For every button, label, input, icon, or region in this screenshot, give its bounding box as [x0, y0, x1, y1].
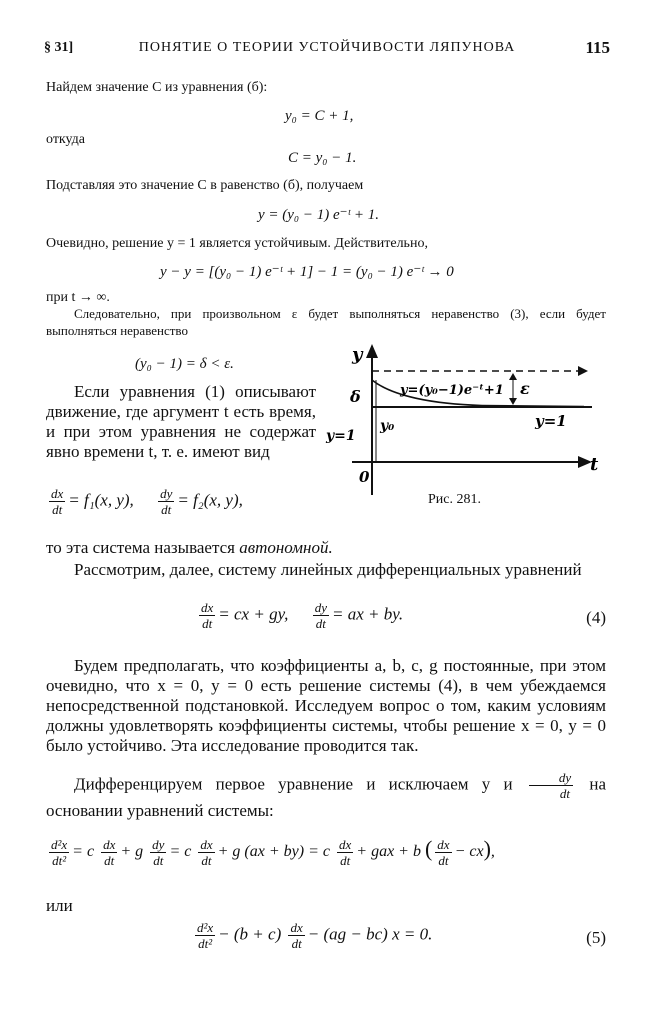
paragraph-whence: откуда [46, 132, 85, 147]
equation-y0: y₀ = C + 1, [285, 108, 354, 124]
running-header [44, 38, 610, 62]
equation-autonomous-system: $\frac{dx}{dt}$ = f₁(x, y), $\frac{dy}{dt}$ = f₂(x, y), [51, 486, 243, 517]
paragraph-coefficients: Будем предполагать, что коэффициенты a, b, c, g постоянные, при этом очевидно, что x = 0, y = 0 есть решение системы (4), в чем убеждаемся непосредственной подстановкой. Исследуем вопрос о том, каким условиям должны удовлетворять коэффициенты системы, чтобы решение x = 0, y = 0 было устойчиво. Эта исследование проводится так. [46, 656, 606, 755]
paragraph-substitute: Подставляя это значение C в равенство (б), получаем [46, 178, 364, 193]
upper-line-arrow-icon [578, 366, 588, 376]
chapter-title: ПОНЯТИЕ О ТЕОРИИ УСТОЙЧИВОСТИ ЛЯПУНОВА [138, 40, 516, 55]
page-number: 115 [585, 38, 610, 57]
equation-solution: y = (y₀ − 1) e⁻ᵗ + 1. [258, 207, 379, 223]
epsilon-arrow-up-icon [509, 373, 517, 380]
equation-second-derivative: $\frac{\text{d²x}}{\text{dt²}}$ = c $\frac{dx}{dt}$ + g $\frac{dy}{dt}$ = c $\frac{dx}{dt}$ + g (ax + by) = c $\frac{dx}{dt}$ + gax + b ( $\frac{dx}{dt}$ − cx), [51, 836, 495, 868]
paragraph-autonomous-name [46, 538, 606, 558]
equation-delta: (y₀ − 1) = δ < ε. [135, 356, 234, 372]
equation-five: $\frac{\text{d²x}}{\text{dt²}}$ − (b + c) $\frac{dx}{dt}$ − (ag − bc) x = 0. [197, 920, 433, 951]
delta-label: δ [350, 387, 361, 406]
paragraph-therefore: Следовательно, при произвольном ε будет выполняться неравенство (3), если будет выполняться неравенство [46, 306, 606, 338]
y1-left-label: y=1 [326, 428, 356, 444]
section-number: § 31] [44, 40, 74, 55]
equation-number-4: (4) [586, 608, 606, 627]
paragraph-differentiate: Дифференцируем первое уравнение и исключаем y и $\frac{dy}{dt}$ на основании уравнений системы: [46, 770, 607, 820]
differentiate-text-a: Дифференцируем первое уравнение и исключаем y и [74, 774, 513, 794]
equation-c: C = y₀ − 1. [288, 150, 357, 166]
eq6-left-rhs: f₁(x, y), [84, 490, 134, 510]
paragraph-limit: при t → ∞. [46, 290, 110, 305]
figure-caption: Рис. 281. [428, 492, 481, 507]
curve-label: y=(y₀−1)e⁻ᵗ+1 [400, 383, 504, 398]
y0-label: y₀ [380, 418, 395, 434]
equation-linear-system: $\frac{dx}{dt}$ = cx + gy, $\frac{dy}{dt}$ = ax + by. [201, 600, 404, 631]
epsilon-arrow-down-icon [509, 398, 517, 405]
y-axis-arrow-icon [366, 344, 378, 358]
y-axis-label: y [352, 344, 363, 365]
equation-number-5: (5) [586, 928, 606, 947]
t-axis-label: t [590, 454, 599, 475]
epsilon-label: ε [520, 379, 530, 398]
eq6-right-rhs: f₂(x, y), [193, 490, 243, 510]
equation-difference: y − y = [(y₀ − 1) e⁻ᵗ + 1] − 1 = (y₀ − 1) e⁻ᵗ → 0 [160, 264, 454, 280]
eq7-right-rhs: = ax + by. [331, 604, 404, 624]
eq7-left-rhs: = cx + gy, [218, 604, 289, 624]
paragraph-stable: Очевидно, решение y = 1 является устойчивым. Действительно, [46, 236, 428, 251]
autonomous-prefix: то эта система называется [46, 538, 235, 557]
figure-281 [322, 340, 608, 500]
paragraph-autonomous: Если уравнения (1) описывают движение, где аргумент t есть время, и при этом уравнения не содержат явно времени t, т. е. имеют вид [46, 382, 316, 461]
paragraph-or: или [46, 896, 73, 915]
differentiate-text-b: на основании уравнений системы: [46, 774, 607, 820]
paragraph-linear-system: Рассмотрим, далее, систему линейных дифференциальных уравнений [74, 560, 582, 579]
y1-right-label: y=1 [535, 412, 567, 430]
paragraph-find-c: Найдем значение C из уравнения (б): [46, 80, 268, 95]
origin-label: 0 [359, 468, 370, 486]
autonomous-term: автономной. [239, 538, 333, 557]
